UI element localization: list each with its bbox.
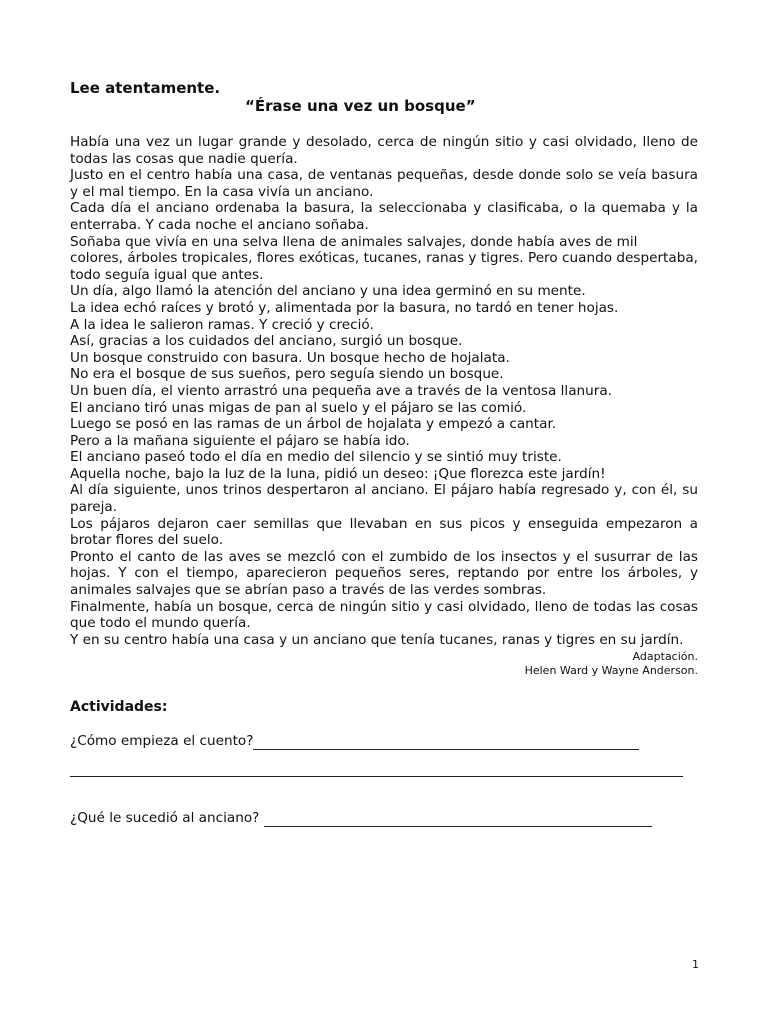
- activities-heading: Actividades:: [70, 699, 168, 716]
- story-paragraph: La idea echó raíces y brotó y, alimentada por la basura, no tardó en tener hojas.: [70, 299, 619, 316]
- story-paragraph: Los pájaros dejaron caer semillas que llevaban en sus picos y enseguida empezaron a brotar flores del suelo.: [70, 515, 698, 549]
- document-page: [70, 79, 698, 827]
- page-number: 1: [692, 958, 699, 971]
- answer-line-3[interactable]: [264, 812, 652, 827]
- story-paragraph: Un día, algo llamó la atención del anciano y una idea germinó en su mente.: [70, 283, 586, 300]
- story-paragraph: Pronto el canto de las aves se mezcló con el zumbido de los insectos y el susurrar de las hojas. Y con el tiempo, aparecieron pequeños seres, reptando por entre los árboles, y animales salvajes que se abrían paso a través de las verdes sombras.: [70, 548, 698, 599]
- story-paragraph: Aquella noche, bajo la luz de la luna, pidió un deseo: ¡Que florezca este jardín!: [70, 465, 606, 482]
- answer-line-2[interactable]: [70, 776, 683, 777]
- story-paragraph: El anciano tiró unas migas de pan al suelo y el pájaro se las comió.: [70, 399, 527, 416]
- story-title: “Érase una vez un bosque”: [245, 97, 476, 115]
- question-1: [70, 732, 698, 750]
- story-paragraph: El anciano paseó todo el día en medio del silencio y se sintió muy triste.: [70, 449, 562, 466]
- story-paragraph: Soñaba que vivía en una selva llena de animales salvajes, donde había aves de mil: [70, 233, 638, 250]
- answer-line-1[interactable]: [253, 735, 639, 750]
- question-1-text: ¿Cómo empieza el cuento?: [70, 733, 254, 750]
- question-2: [70, 809, 698, 827]
- authors-label: Helen Ward y Wayne Anderson.: [524, 663, 698, 677]
- story-paragraph: Justo en el centro había una casa, de ventanas pequeñas, desde donde solo se veía basura y el mal tiempo. En la casa vivía un anciano.: [70, 167, 698, 200]
- story-paragraph: Un buen día, el viento arrastró una pequeña ave a través de la ventosa llanura.: [70, 382, 612, 399]
- story-paragraph: Finalmente, había un bosque, cerca de ningún sitio y casi olvidado, lleno de todas las cosas que todo el mundo quería.: [70, 598, 698, 632]
- story-paragraph: Y en su centro había una casa y un anciano que tenía tucanes, ranas y tigres en su jardín.: [70, 631, 684, 648]
- story-paragraph: Así, gracias a los cuidados del anciano, surgió un bosque.: [70, 333, 463, 350]
- story-paragraph: Luego se posó en las ramas de un árbol de hojalata y empezó a cantar.: [70, 416, 557, 433]
- story-paragraph: Un bosque construido con basura. Un bosque hecho de hojalata.: [70, 349, 510, 366]
- question-2-text: ¿Qué le sucedió al anciano?: [70, 810, 264, 827]
- story-paragraph: A la idea le salieron ramas. Y creció y creció.: [70, 316, 374, 333]
- story-paragraph: Había una vez un lugar grande y desolado, cerca de ningún sitio y casi olvidado, lleno de todas las cosas que nadie quería.: [70, 134, 698, 167]
- story-text: [70, 134, 698, 648]
- story-credits: [70, 650, 698, 677]
- story-paragraph: Pero a la mañana siguiente el pájaro se había ido.: [70, 432, 410, 449]
- story-paragraph: colores, árboles tropicales, flores exóticas, tucanes, ranas y tigres. Pero cuando despertaba, todo seguía igual que antes.: [70, 250, 698, 283]
- adaptation-label: Adaptación.: [632, 650, 698, 664]
- story-paragraph: No era el bosque de sus sueños, pero seguía siendo un bosque.: [70, 366, 504, 383]
- story-paragraph: Al día siguiente, unos trinos despertaron al anciano. El pájaro había regresado y, con él, su pareja.: [70, 482, 698, 516]
- story-paragraph: Cada día el anciano ordenaba la basura, la seleccionaba y clasificaba, o la quemaba y la enterraba. Y cada noche el anciano soñaba.: [70, 200, 698, 233]
- instruction-heading: Lee atentamente.: [70, 79, 221, 97]
